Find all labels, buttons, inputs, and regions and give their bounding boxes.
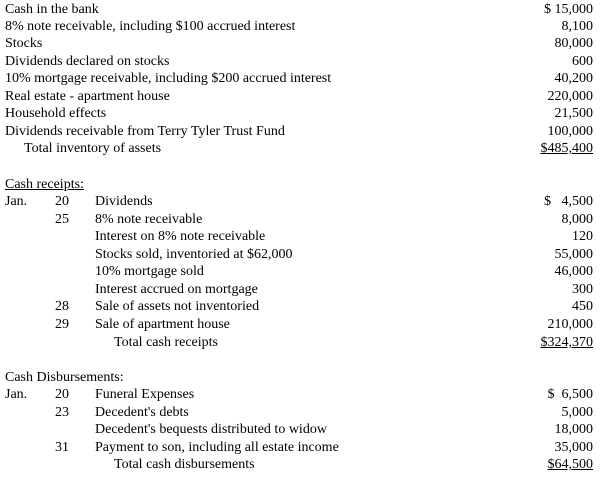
disbursement-desc: Funeral Expenses (95, 387, 195, 402)
disbursements-total-row (0, 456, 600, 474)
receipt-row (0, 246, 600, 264)
receipts-total-row (0, 334, 600, 352)
asset-row (0, 1, 600, 19)
receipt-amount: 120 (572, 229, 593, 244)
receipt-amount: 300 (572, 282, 593, 297)
receipt-row (0, 263, 600, 281)
receipt-amount: 8,000 (561, 212, 593, 227)
asset-row (0, 105, 600, 123)
receipts-heading: Cash receipts: (5, 177, 84, 192)
disbursement-desc: Decedent's debts (95, 405, 189, 420)
receipt-row (0, 298, 600, 316)
assets-total-label: Total inventory of assets (24, 141, 162, 156)
asset-amount: 100,000 (547, 124, 593, 139)
asset-row (0, 18, 600, 36)
receipts-total-amount: $324,370 (540, 335, 593, 350)
asset-row (0, 123, 600, 141)
receipt-desc: Interest on 8% note receivable (95, 229, 266, 244)
asset-label: Dividends declared on stocks (5, 54, 170, 69)
receipt-desc: Dividends (95, 194, 153, 209)
disbursements-heading: Cash Disbursements: (5, 370, 124, 385)
disbursement-day: 20 (55, 387, 69, 402)
receipt-desc: Sale of apartment house (95, 317, 230, 332)
disbursement-row (0, 439, 600, 457)
asset-amount: 220,000 (547, 89, 593, 104)
receipts-heading-row (0, 176, 600, 194)
asset-amount: 80,000 (554, 36, 593, 51)
receipt-day: 25 (55, 212, 69, 227)
receipt-day: 20 (55, 194, 69, 209)
disbursement-amount: 18,000 (554, 422, 593, 437)
asset-amount: 21,500 (554, 106, 593, 121)
asset-row (0, 53, 600, 71)
disbursement-row (0, 386, 600, 404)
receipt-row (0, 281, 600, 299)
disbursement-desc: Decedent's bequests distributed to widow (95, 422, 327, 437)
receipts-total-label: Total cash receipts (114, 335, 218, 350)
assets-total-row (0, 140, 600, 158)
asset-label: 10% mortgage receivable, including $200 accrued interest (5, 71, 332, 86)
disbursement-desc: Payment to son, including all estate income (95, 440, 339, 455)
disbursements-total-label: Total cash disbursements (114, 457, 255, 472)
receipt-desc: Stocks sold, inventoried at $62,000 (95, 247, 293, 262)
receipt-amount: 46,000 (554, 264, 593, 279)
assets-total-amount: $485,400 (540, 141, 593, 156)
asset-amount: 8,100 (561, 19, 593, 34)
receipt-desc: 8% note receivable (95, 212, 203, 227)
receipt-row (0, 211, 600, 229)
disbursements-total-amount: $64,500 (547, 457, 593, 472)
disbursement-amount: 5,000 (561, 405, 593, 420)
asset-amount: $ 15,000 (544, 2, 593, 17)
receipt-desc: Sale of assets not inventoried (95, 299, 260, 314)
receipt-amount: 55,000 (554, 247, 593, 262)
asset-row (0, 70, 600, 88)
disbursement-amount: $ 6,500 (547, 387, 593, 402)
receipt-desc: 10% mortgage sold (95, 264, 204, 279)
receipt-row (0, 228, 600, 246)
asset-row (0, 88, 600, 106)
receipt-day: 28 (55, 299, 69, 314)
receipt-amount: 210,000 (547, 317, 593, 332)
disbursement-row (0, 421, 600, 439)
receipt-amount: 450 (572, 299, 593, 314)
receipt-day: 29 (55, 317, 69, 332)
receipt-month: Jan. (5, 194, 28, 209)
disbursement-day: 31 (55, 440, 69, 455)
disbursement-day: 23 (55, 405, 69, 420)
asset-label: 8% note receivable, including $100 accrued interest (5, 19, 296, 34)
receipt-row (0, 193, 600, 211)
asset-row (0, 35, 600, 53)
asset-label: Real estate - apartment house (5, 89, 170, 104)
asset-amount: 600 (572, 54, 593, 69)
asset-label: Household effects (5, 106, 107, 121)
asset-label: Cash in the bank (5, 2, 99, 17)
asset-label: Stocks (5, 36, 43, 51)
receipt-amount: $ 4,500 (544, 194, 593, 209)
disbursement-month: Jan. (5, 387, 28, 402)
disbursements-heading-row (0, 369, 600, 387)
asset-label: Dividends receivable from Terry Tyler Trust Fund (5, 124, 285, 139)
receipt-row (0, 316, 600, 334)
asset-amount: 40,200 (554, 71, 593, 86)
receipt-desc: Interest accrued on mortgage (95, 282, 258, 297)
disbursement-amount: 35,000 (554, 440, 593, 455)
disbursement-row (0, 404, 600, 422)
